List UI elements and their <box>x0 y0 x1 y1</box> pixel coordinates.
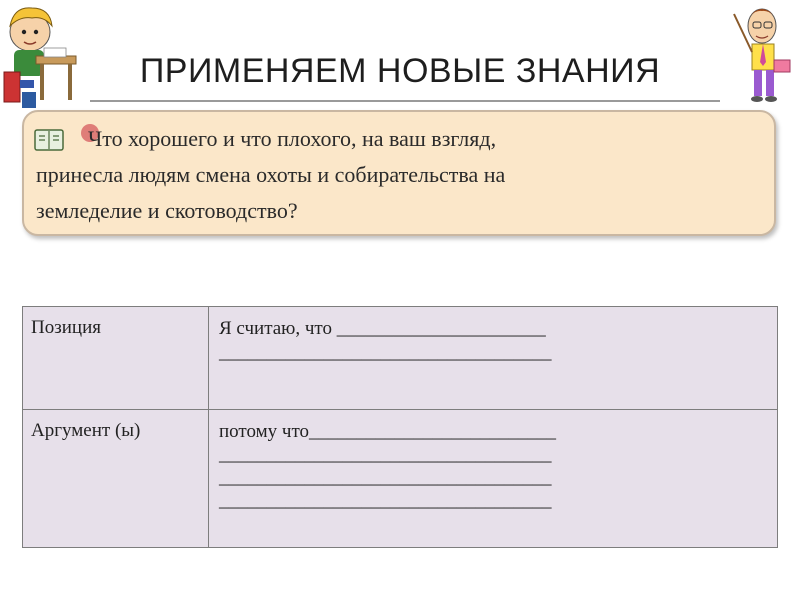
position-line-2: ___________________________________ <box>219 342 552 363</box>
title-underline <box>90 100 720 102</box>
slide-title: ПРИМЕНЯЕМ НОВЫЕ ЗНАНИЯ <box>139 52 661 90</box>
question-text <box>36 121 756 229</box>
position-line-1: Я считаю, что ______________________ <box>219 318 546 339</box>
table-row-position <box>23 307 777 410</box>
question-line-2: принесла людям смена охоты и собирательства на <box>36 162 506 187</box>
arguments-line-1: потому что__________________________ <box>219 421 556 442</box>
answer-table <box>22 306 778 548</box>
arguments-line-3: ___________________________________ <box>219 467 552 488</box>
question-line-3: земледелие и скотоводство? <box>36 198 298 223</box>
table-row-arguments <box>23 410 777 547</box>
arguments-label: Аргумент (ы) <box>23 410 209 547</box>
arguments-line-2: ___________________________________ <box>219 444 552 465</box>
arguments-answer-cell[interactable] <box>210 410 777 547</box>
position-label: Позиция <box>23 307 209 409</box>
position-answer-cell[interactable] <box>210 307 777 409</box>
question-line-1: Что хорошего и что плохого, на ваш взгляд, <box>88 126 497 151</box>
arguments-line-4: ___________________________________ <box>219 490 552 511</box>
